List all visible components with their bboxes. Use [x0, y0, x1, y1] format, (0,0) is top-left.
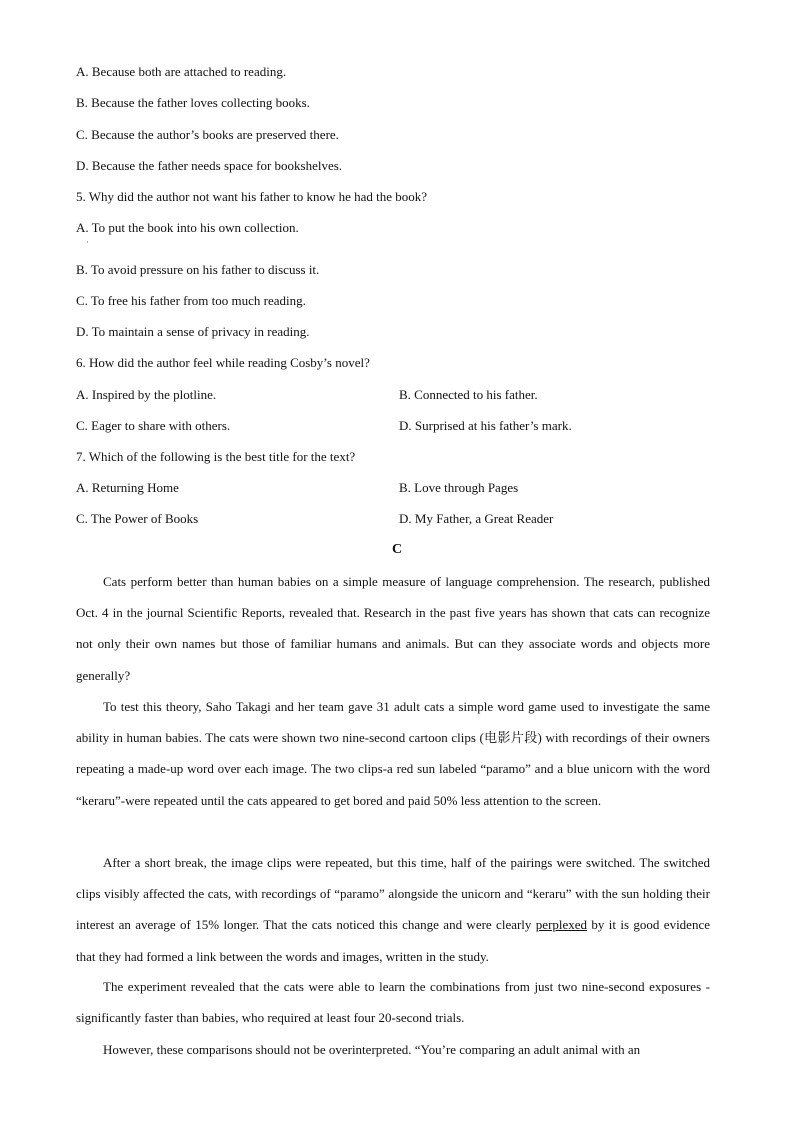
q5-option-a: A. To put the book into his own collection.: [76, 220, 299, 235]
passage-paragraph-5: However, these comparisons should not be overinterpreted. “You’re comparing an adult animal with an: [103, 1042, 641, 1057]
passage-paragraph-4: The experiment revealed that the cats were able to learn the combinations from just two nine-second exposures - significantly faster than babies, who required at least four 20-second trials.: [76, 979, 710, 1026]
q4-option-a: A. Because both are attached to reading.: [76, 64, 287, 79]
q4-option-c: C. Because the author’s books are preserved there.: [76, 127, 339, 142]
underlined-word-perplexed: perplexed: [535, 917, 588, 933]
q7-option-d: D. My Father, a Great Reader: [399, 511, 554, 526]
q7-question: 7. Which of the following is the best title for the text?: [76, 449, 356, 464]
passage-paragraph-2: To test this theory, Saho Takagi and her team gave 31 adult cats a simple word game used to investigate the same ability in human babies. The cats were shown two nine-second cartoon clips (电影片段) with recordings of their owners repeating a made-up word over each image. The two clips-a red sun labeled “paramo” and a blue unicorn with the word “keraru”-were repeated until the cats appeared to get bored and paid 50% less attention to the screen.: [76, 699, 710, 808]
q7-option-a: A. Returning Home: [76, 480, 179, 495]
q4-option-d: D. Because the father needs space for bookshelves.: [76, 158, 343, 173]
q5-option-d: D. To maintain a sense of privacy in reading.: [76, 324, 310, 339]
q6-option-a: A. Inspired by the plotline.: [76, 387, 217, 402]
q6-option-c: C. Eager to share with others.: [76, 418, 231, 433]
q7-option-c: C. The Power of Books: [76, 511, 199, 526]
passage-paragraph-3: [76, 847, 710, 972]
stray-mark: ·: [86, 238, 89, 247]
section-heading: C: [391, 542, 403, 557]
passage-paragraph-1: Cats perform better than human babies on a simple measure of language comprehension. The research, published Oct. 4 in the journal Scientific Reports, revealed that. Research in the past five years has shown that cats can recognize not only their own names but those of familiar humans and animals. But can they associate words and objects more generally?: [76, 574, 710, 683]
q6-option-b: B. Connected to his father.: [399, 387, 538, 402]
q4-option-b: B. Because the father loves collecting books.: [76, 95, 310, 110]
paragraph-3-text-start: After a short break, the image clips were repeated, but this time, half of the pairings were switched. The switched clips visibly affected the cats, with recordings of “paramo” alongside the unicorn and “keraru” with the sun holding their interest an average of 15% longer. That the cats noticed this change and were clearly: [76, 855, 710, 933]
q6-question: 6. How did the author feel while reading Cosby’s novel?: [76, 355, 370, 370]
paragraph-3-text-end: by it is good evidence that they had formed a link between the words and images, written in the study.: [76, 917, 710, 964]
q7-option-b: B. Love through Pages: [399, 480, 519, 495]
q6-option-d: D. Surprised at his father’s mark.: [399, 418, 572, 433]
q5-question: 5. Why did the author not want his father to know he had the book?: [76, 189, 428, 204]
q5-option-b: B. To avoid pressure on his father to discuss it.: [76, 262, 320, 277]
q5-option-c: C. To free his father from too much reading.: [76, 293, 306, 308]
